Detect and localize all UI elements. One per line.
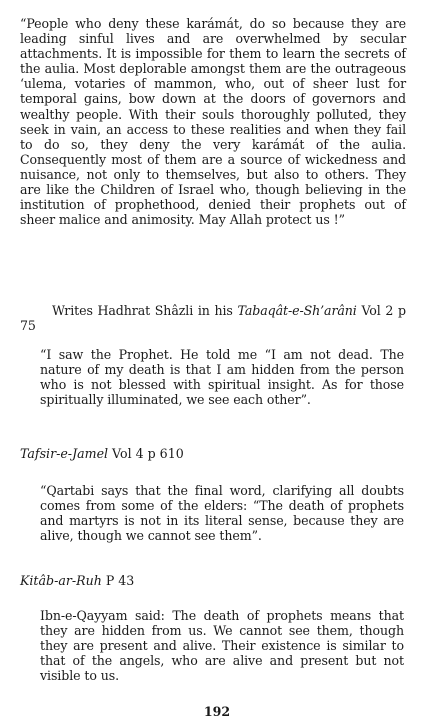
attribution-shazli <box>20 303 406 333</box>
attribution-suffix: Vol 2 p 75 <box>20 303 406 334</box>
attribution-work-title: Tabaqât-e-Sh’arâni <box>237 303 357 318</box>
citation-kitab-ar-ruh <box>20 573 134 588</box>
citation-tafsir-jamel <box>20 446 184 461</box>
page-number: 192 <box>203 704 231 719</box>
citation-work-title: Kitâb-ar-Ruh <box>20 573 102 588</box>
citation-work-title: Tafsir-e-Jamel <box>20 446 109 461</box>
quote-ibn-qayyam: Ibn-e-Qayyam said: The death of prophets means that they are hidden from us. We cannot see them, though they are present and alive. Their existence is similar to that of the angels, who are alive and present but not visible to us. <box>40 608 404 684</box>
citation-reference: Vol 4 p 610 <box>108 446 184 461</box>
attribution-prefix: Writes Hadhrat Shâzli in his <box>52 303 238 318</box>
quote-karamat-deniers: “People who deny these karámát, do so because they are leading sinful lives and are overwhelmed by secular attachments. It is impossible for them to learn the secrets of the aulia. Most deplorable amongst them are the outrageous ‘ulema, votaries of mammon, who, out of sheer lust for temporal gains, bow down at the doors of governors and wealthy people. With their souls thoroughly polluted, they seek in vain, an access to these realities and when they fail to do so, they deny the very karámát of the aulia. Consequently most of them are a source of wickedness and nuisance, not only to themselves, but also to others. They are like the Children of Israel who, though believing in the institution of prophethood, denied their prophets out of sheer malice and animosity. May Allah protect us !” <box>20 16 406 228</box>
quote-prophet-vision: “I saw the Prophet. He told me “I am not dead. The nature of my death is that I am hidden from the person who is not blessed with spiritual insight. As for those spiritually illuminated, we see each other”. <box>40 347 404 408</box>
citation-reference: P 43 <box>101 573 135 588</box>
quote-qartabi: “Qartabi says that the final word, clarifying all doubts comes from some of the elders: “The death of prophets and martyrs is not in its literal sense, because they are alive, though we cannot see them”. <box>40 483 404 544</box>
